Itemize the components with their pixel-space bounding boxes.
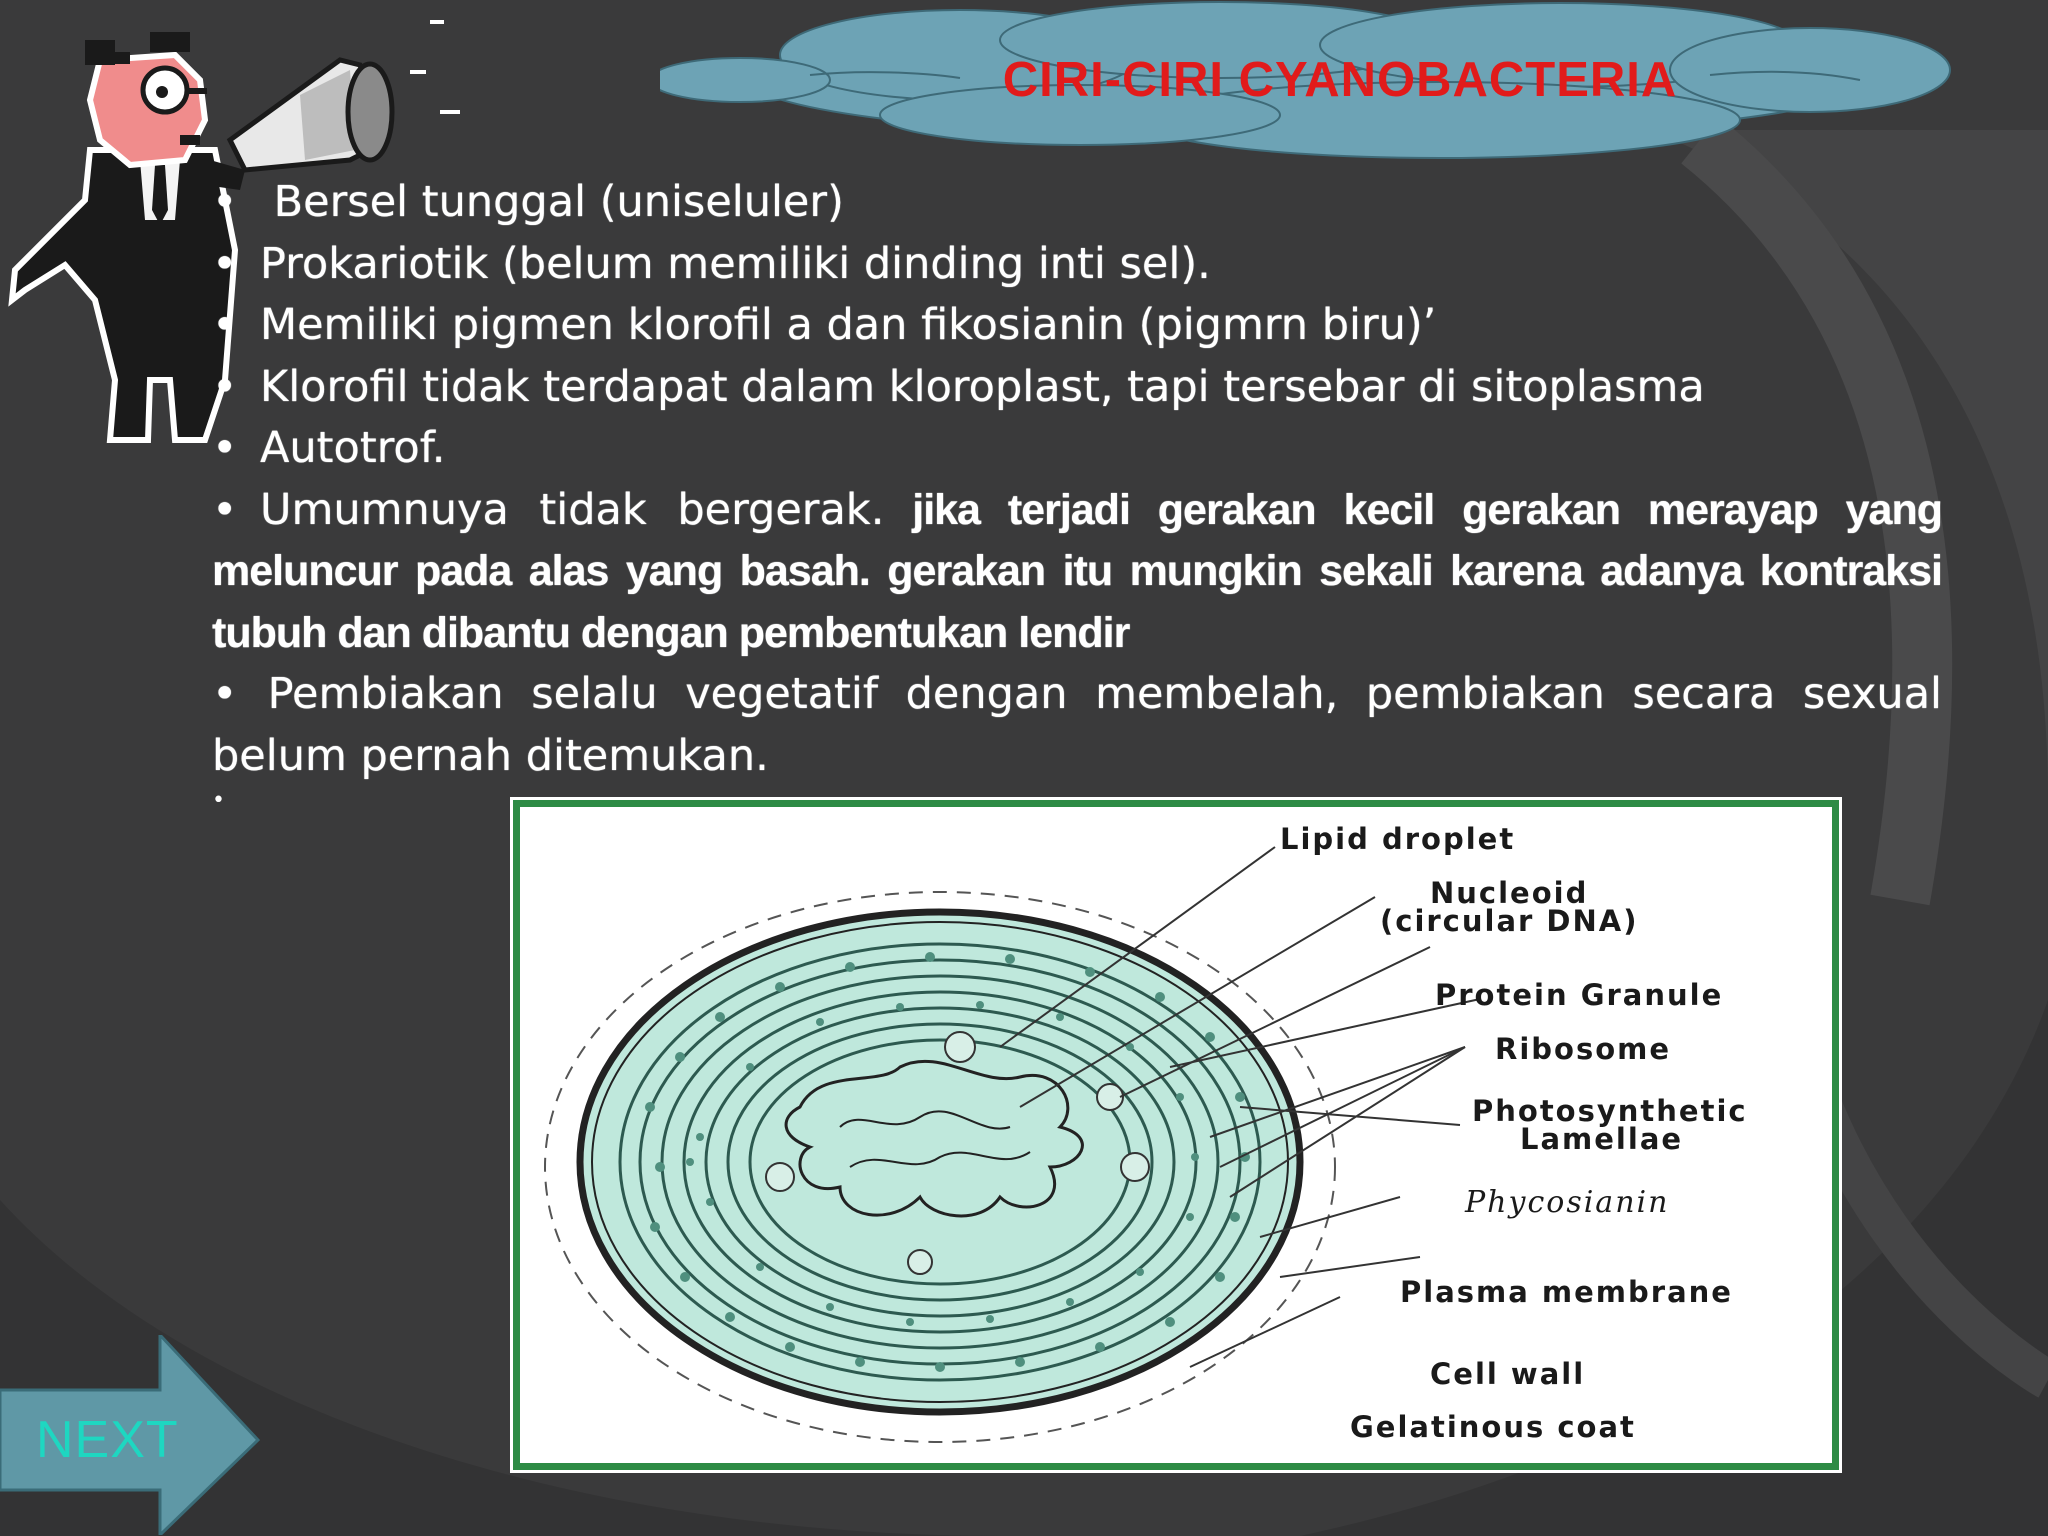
label-protein-granule: Protein Granule bbox=[1435, 978, 1724, 1012]
bullet-dot: • bbox=[212, 238, 238, 289]
label-phycosianin: Phycosianin bbox=[1465, 1185, 1670, 1220]
bullet-5-text: Autotrof. bbox=[260, 423, 446, 473]
cell-diagram-svg bbox=[520, 807, 1832, 1463]
label-gelatinous-coat: Gelatinous coat bbox=[1350, 1410, 1636, 1444]
bullet-dot: • bbox=[212, 423, 238, 473]
label-nucleoid: Nucleoid bbox=[1430, 876, 1589, 910]
bullet-6-lead: Umumnuya tidak bergerak. bbox=[260, 484, 885, 535]
label-cell-wall: Cell wall bbox=[1430, 1357, 1586, 1391]
slide-title: CIRI-CIRI CYANOBACTERIA bbox=[1002, 53, 1678, 107]
bullet-4-text: Klorofil tidak terdapat dalam kloroplast, tapi tersebar di sitoplasma bbox=[260, 361, 1705, 412]
bullet-list bbox=[212, 172, 1942, 815]
bullet-1 bbox=[212, 172, 1942, 234]
bullet-2-text: Prokariotik (belum memiliki dinding inti sel). bbox=[260, 238, 1211, 289]
cyanobacteria-diagram bbox=[513, 800, 1839, 1470]
bullet-dot: • bbox=[212, 669, 238, 719]
bullet-5 bbox=[212, 418, 1942, 480]
label-ribosome: Ribosome bbox=[1495, 1032, 1672, 1066]
bullet-dot: • bbox=[212, 300, 238, 350]
bullet-2 bbox=[212, 234, 1942, 296]
label-lamellae: Lamellae bbox=[1520, 1122, 1684, 1156]
bullet-dot: • bbox=[212, 177, 238, 227]
bullet-3 bbox=[212, 295, 1942, 357]
empty-bullet: • bbox=[212, 788, 225, 813]
next-label[interactable]: NEXT bbox=[36, 1411, 179, 1469]
label-plasma-membrane: Plasma membrane bbox=[1400, 1275, 1733, 1309]
bullet-3-text: Memiliki pigmen klorofil a dan fikosianin (pigmrn biru)’ bbox=[260, 300, 1437, 350]
bullet-7 bbox=[212, 664, 1942, 787]
bullet-4 bbox=[212, 357, 1942, 419]
label-circular-dna: (circular DNA) bbox=[1380, 904, 1639, 938]
bullet-6 bbox=[212, 480, 1942, 665]
label-photosynthetic: Photosynthetic bbox=[1472, 1094, 1748, 1128]
bullet-dot: • bbox=[212, 361, 238, 412]
bullet-1-text: Bersel tunggal (uniseluler) bbox=[260, 177, 844, 227]
bullet-7-text: Pembiakan selalu vegetatif dengan membelah, pembiakan secara sexual belum pernah ditemukan. bbox=[212, 669, 1942, 781]
label-lipid-droplet: Lipid droplet bbox=[1280, 822, 1516, 856]
bullet-6-rest: jika terjadi gerakan kecil gerakan merayap yang meluncur pada alas yang basah. gerakan itu mungkin sekali karena adanya kontraksi tubuh dan dibantu dengan pembentukan lendir bbox=[212, 485, 1942, 657]
bullet-dot: • bbox=[212, 484, 238, 535]
